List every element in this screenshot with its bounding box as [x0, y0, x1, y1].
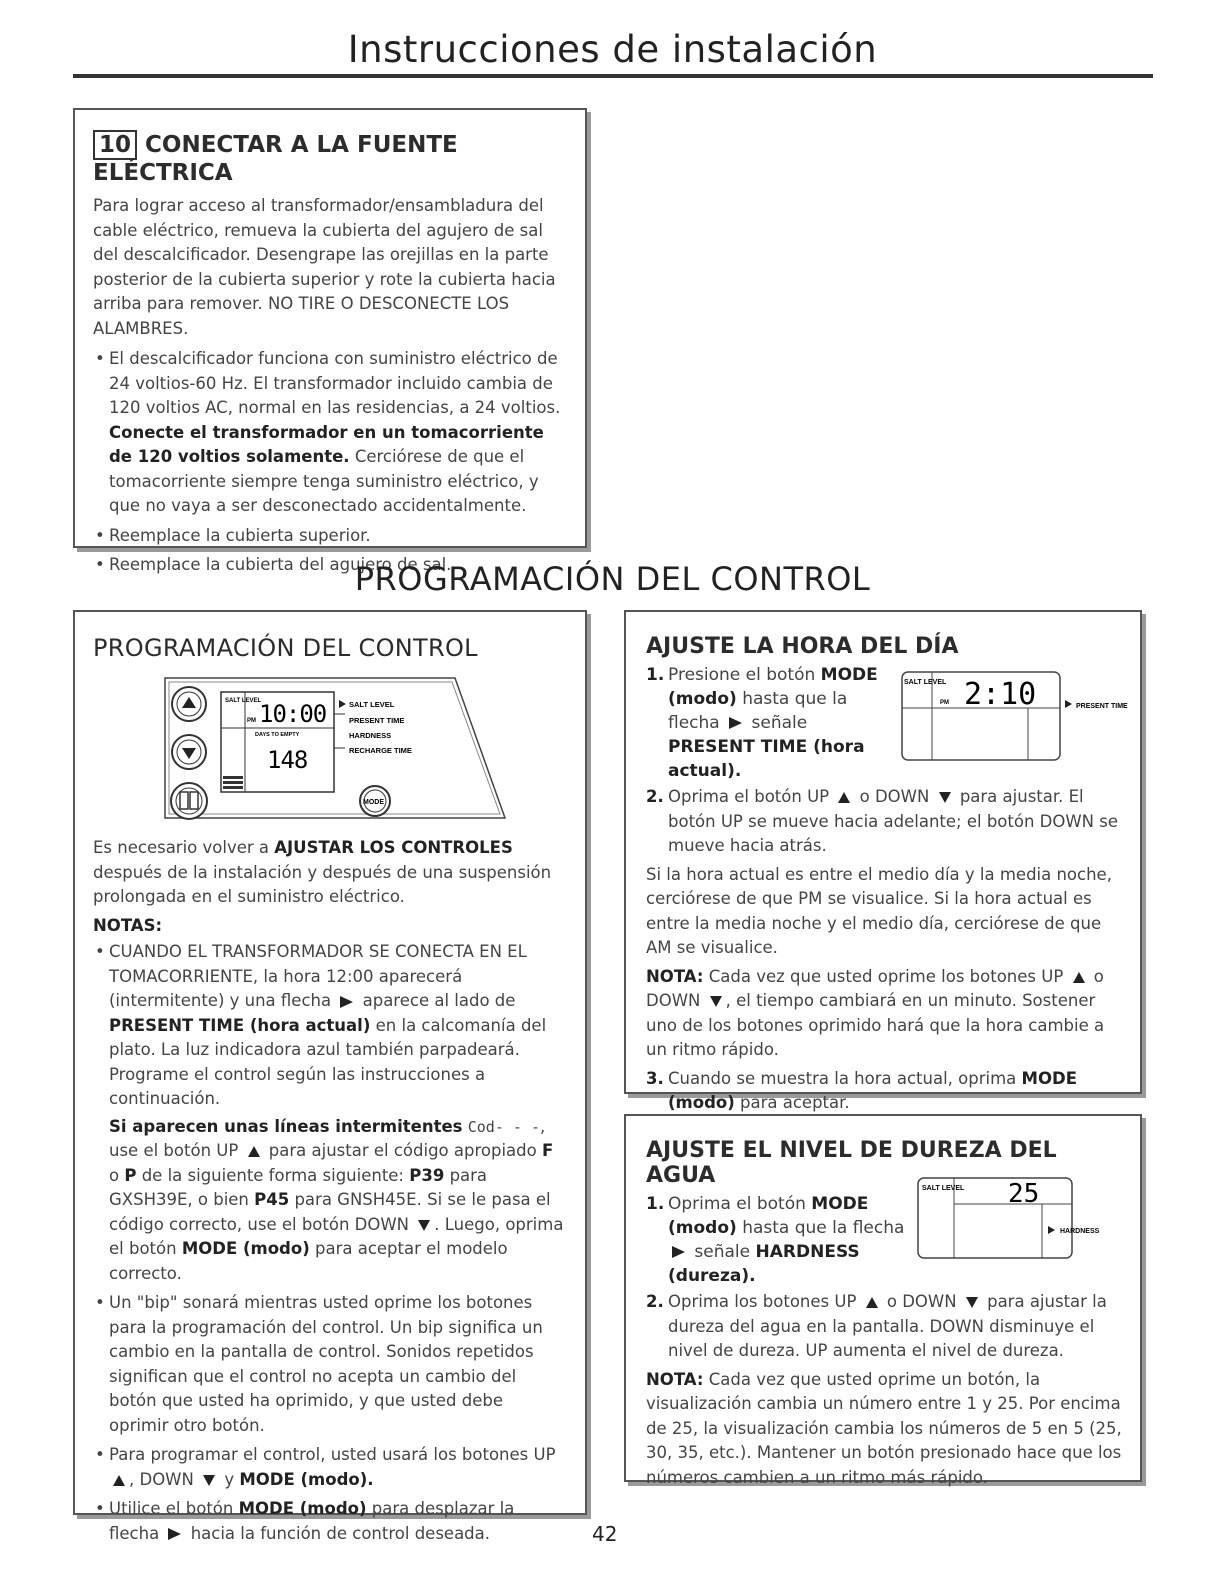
- note-text: hacia la función de control deseada.: [190, 1523, 491, 1543]
- lcd-salt-level: SALT LEVEL: [904, 679, 947, 686]
- time-panel-title: AJUSTE LA HORA DEL DÍA: [646, 634, 959, 659]
- intro-emphasis: AJUSTAR LOS CONTROLES: [274, 838, 513, 857]
- note-text: Cada vez que usted oprime un botón, la visualización cambia un número entre 1 y 25. Por encima de 25, la visualización cambia los números de 5 en 5 (25, 30, 35, etc.). Mantener un botón presionado hace que los números cambien a un ritmo más rápido.: [646, 1369, 1122, 1487]
- step-text: para ajustar la dureza del agua en la pantalla. DOWN disminuye el nivel de dureza. UP aumenta el nivel de dureza.: [668, 1292, 1107, 1360]
- lcd-time-display: 2:10: [964, 677, 1037, 712]
- model-code: P39: [409, 1165, 445, 1185]
- step-10-intro: Para lograr acceso al transformador/ensambladura del cable eléctrico, remueva la cubierta del agujero de sal del descalcificador. Desengrape las orejillas en la parte posterior de la cubierta superior y rote la cubierta hacia arriba para remover. NO TIRE O DESCONECTE LOS ALAMBRES.: [93, 196, 556, 338]
- step-number: 2.: [646, 787, 664, 806]
- note-text: de la siguiente forma siguiente:: [141, 1165, 404, 1185]
- note-text: Para programar el control, usted usará los botones UP: [109, 1445, 556, 1464]
- note-text: , use el botón UP: [109, 1116, 546, 1160]
- bullet-text: Cerciórese de que el tomacorriente siempre tenga suministro eléctrico, y que no vaya a ser desconectado accidentalmente.: [109, 447, 539, 515]
- mode-button-label: MODE: [363, 799, 384, 806]
- note-emphasis: MODE (modo): [238, 1499, 367, 1518]
- time-step-3: [646, 1067, 1124, 1116]
- step-10-bullet: [93, 347, 565, 519]
- note-text: o: [109, 1165, 120, 1185]
- note-item: [93, 1497, 565, 1546]
- note-text: para aceptar el modelo correcto.: [109, 1239, 508, 1283]
- arrow-pointer-icon: [1065, 700, 1072, 708]
- control-panel-diagram: [155, 668, 515, 828]
- hardness-step-2: [646, 1290, 1130, 1364]
- step-emphasis: MODE (modo): [668, 1194, 869, 1238]
- present-time-lcd: [902, 668, 1128, 768]
- model-code: P45: [254, 1190, 290, 1209]
- step-text: Presione el botón: [668, 665, 816, 685]
- step-10-bullets: [93, 347, 565, 578]
- water-hardness-panel: [624, 1114, 1142, 1487]
- note-text: para GXSH39E, o bien: [109, 1165, 488, 1209]
- step-text: Cuando se muestra la hora actual, oprima: [668, 1068, 1017, 1088]
- step-number: 1.: [646, 1194, 665, 1214]
- note-subparagraph: [93, 1112, 565, 1287]
- bullet-text: El descalcificador funciona con suministro eléctrico de 24 voltios-60 Hz. El transformador incluido cambia de 120 voltios AC, normal en las residencias, a 24 voltios.: [109, 349, 561, 417]
- diagram-label-recharge-time: RECHARGE TIME: [349, 746, 412, 755]
- step-text: Oprima el botón UP: [668, 787, 830, 806]
- lcd-days-to-empty: DAYS TO EMPTY: [255, 732, 300, 738]
- title-rule: [73, 74, 1153, 78]
- page-title: Instrucciones de instalación: [347, 28, 878, 71]
- note-text: y: [224, 1469, 235, 1489]
- hardness-lcd: [918, 1174, 1138, 1264]
- step-text: señale: [694, 1242, 751, 1262]
- diagram-label-salt-level: SALT LEVEL: [349, 700, 395, 709]
- down-arrow-icon: [418, 1220, 430, 1231]
- note-text: . Luego, oprima el botón: [109, 1214, 564, 1258]
- note-item: • Un "bip" sonará mientras usted oprime los botones para la programación del control. Un bip significa un cambio en la pantalla de control. Sonidos repetidos significan que el control no acepta un cambio del botón que usted ha oprimido, y que usted debe oprimir otro botón.: [93, 1291, 565, 1438]
- note-text: Utilice el botón: [109, 1499, 234, 1518]
- lcd-pm: PM: [247, 718, 256, 724]
- step-text: para aceptar.: [740, 1093, 850, 1112]
- hardness-note: [646, 1368, 1130, 1491]
- note-item: [93, 1443, 565, 1492]
- note-text: en la calcomanía del plato. La luz indicadora azul también parpadeará. Programe el control según las instrucciones a continuación.: [109, 1015, 547, 1108]
- note-text: para ajustar el código apropiado: [268, 1141, 537, 1160]
- step-emphasis: HARDNESS (dureza).: [668, 1242, 860, 1286]
- step-10-box: [73, 108, 587, 574]
- step-text: Oprima el botón: [668, 1194, 806, 1214]
- arrow-right-icon: [672, 1246, 685, 1258]
- up-arrow-icon: [248, 1146, 260, 1157]
- step-10-heading: [93, 130, 565, 186]
- lcd-salt-level: SALT LEVEL: [225, 698, 262, 704]
- step-10-bullet: • Reemplace la cubierta superior.: [93, 524, 565, 549]
- note-emphasis: MODE (modo): [181, 1239, 310, 1258]
- down-arrow-icon: [203, 1475, 215, 1486]
- time-step-2: [646, 785, 1124, 859]
- code-letter: F: [542, 1141, 554, 1160]
- up-button-icon: [172, 687, 206, 721]
- step-number: 1.: [646, 665, 665, 685]
- hardness-panel-title: AJUSTE EL NIVEL DE DUREZA DEL AGUA: [646, 1138, 1057, 1188]
- step-text: para ajustar. El botón UP se mueve hacia adelante; el botón DOWN se mueve hacia atrás.: [668, 787, 1118, 855]
- note-text: para GNSH45E. Si se le pasa el código correcto, use el botón DOWN: [109, 1190, 551, 1234]
- lcd-present-time-label: PRESENT TIME: [1076, 703, 1128, 710]
- step-text: o DOWN: [859, 787, 930, 806]
- note-item: [93, 940, 565, 1112]
- step-text: hasta que la flecha: [742, 1218, 905, 1238]
- step-number: 3.: [646, 1068, 664, 1088]
- step-text: señale: [751, 713, 808, 733]
- step-number: 2.: [646, 1292, 664, 1311]
- down-button-icon: [172, 735, 206, 769]
- mode-button-icon: [360, 786, 390, 816]
- step-number: 10: [93, 130, 137, 160]
- lcd-salt-level: SALT LEVEL: [922, 1185, 965, 1192]
- note-text: o DOWN: [646, 966, 1104, 1010]
- up-arrow-icon: [113, 1475, 125, 1486]
- arrow-right-icon: [340, 996, 353, 1008]
- up-arrow-icon: [1073, 972, 1085, 983]
- note-emphasis: Si aparecen unas líneas intermitentes: [109, 1116, 463, 1136]
- section-title: PROGRAMACIÓN DEL CONTROL: [354, 560, 871, 598]
- lcd-pm: PM: [940, 700, 949, 706]
- hardness-step-1: [646, 1192, 916, 1288]
- code-display: Cod- - -: [467, 1117, 540, 1136]
- step-text: Oprima los botones UP: [668, 1292, 857, 1311]
- water-softener-logo-icon: [171, 783, 207, 819]
- page-number: 42: [592, 1522, 618, 1546]
- down-arrow-icon: [966, 1297, 978, 1308]
- down-arrow-icon: [939, 792, 951, 803]
- arrow-right-icon: [168, 1528, 181, 1540]
- up-arrow-icon: [866, 1297, 878, 1308]
- time-am-pm-paragraph: Si la hora actual es entre el medio día y la media noche, cerciórese de que PM se visualice. Si la hora actual es entre la media noche y el medio día, cerciórese de que AM se visualice.: [646, 864, 1112, 957]
- note-text: CUANDO EL TRANSFORMADOR SE CONECTA EN EL TOMACORRIENTE, la hora 12:00 aparecerá (intermitente) y una flecha: [109, 942, 527, 1010]
- step-10-bullet: • Reemplace la cubierta del agujero de sal.: [93, 553, 565, 578]
- step-text: hasta que la flecha: [668, 689, 848, 733]
- step-emphasis: MODE (modo): [668, 665, 878, 709]
- bullet-emphasis: Conecte el transformador en un tomacorriente de 120 voltios solamente.: [109, 422, 544, 466]
- code-letter: P: [124, 1165, 137, 1185]
- intro-text: Es necesario volver a: [93, 838, 270, 857]
- intro-text: después de la instalación y después de una suspensión prolongada en el suministro eléctrico.: [93, 862, 552, 906]
- salt-level-bars-icon: [223, 776, 243, 789]
- note-text: , DOWN: [129, 1469, 194, 1489]
- lcd-days-display: 148: [267, 746, 308, 774]
- diagram-label-present-time: PRESENT TIME: [349, 716, 405, 725]
- lcd-hardness-display: 25: [1008, 1179, 1040, 1209]
- step-emphasis: MODE (modo): [668, 1068, 1077, 1112]
- note-text: para desplazar la flecha: [109, 1499, 515, 1543]
- notes-heading: NOTAS:: [93, 915, 163, 935]
- step-emphasis: PRESENT TIME (hora actual).: [668, 737, 865, 781]
- notes-label: [93, 914, 565, 939]
- programming-panel-title: PROGRAMACIÓN DEL CONTROL: [93, 634, 478, 662]
- notes-list: [93, 940, 565, 1546]
- time-note: [646, 965, 1124, 1063]
- time-of-day-panel: [624, 610, 1142, 1112]
- programming-intro: [93, 836, 565, 910]
- note-label: NOTA:: [646, 1369, 704, 1389]
- up-arrow-icon: [838, 792, 850, 803]
- note-text: , el tiempo cambiará en un minuto. Sostener uno de los botones oprimido hará que la hora cambie a un ritmo rápido.: [646, 991, 1105, 1059]
- arrow-right-icon: [729, 717, 742, 729]
- programming-panel: [73, 610, 587, 1543]
- time-step-1: [646, 663, 896, 783]
- note-emphasis: PRESENT TIME (hora actual): [109, 1015, 371, 1035]
- note-text: Cada vez que usted oprime los botones UP: [708, 966, 1064, 986]
- down-arrow-icon: [710, 996, 722, 1007]
- note-text: aparece al lado de: [362, 991, 516, 1010]
- lcd-time-display: 10:00: [259, 700, 327, 728]
- diagram-label-hardness: HARDNESS: [349, 731, 392, 740]
- note-emphasis: MODE (modo).: [239, 1469, 374, 1489]
- step-10-title: CONECTAR A LA FUENTE ELÉCTRICA: [93, 132, 458, 186]
- step-text: o DOWN: [886, 1292, 957, 1311]
- note-label: NOTA:: [646, 966, 704, 986]
- lcd-hardness-label: HARDNESS: [1060, 1228, 1100, 1235]
